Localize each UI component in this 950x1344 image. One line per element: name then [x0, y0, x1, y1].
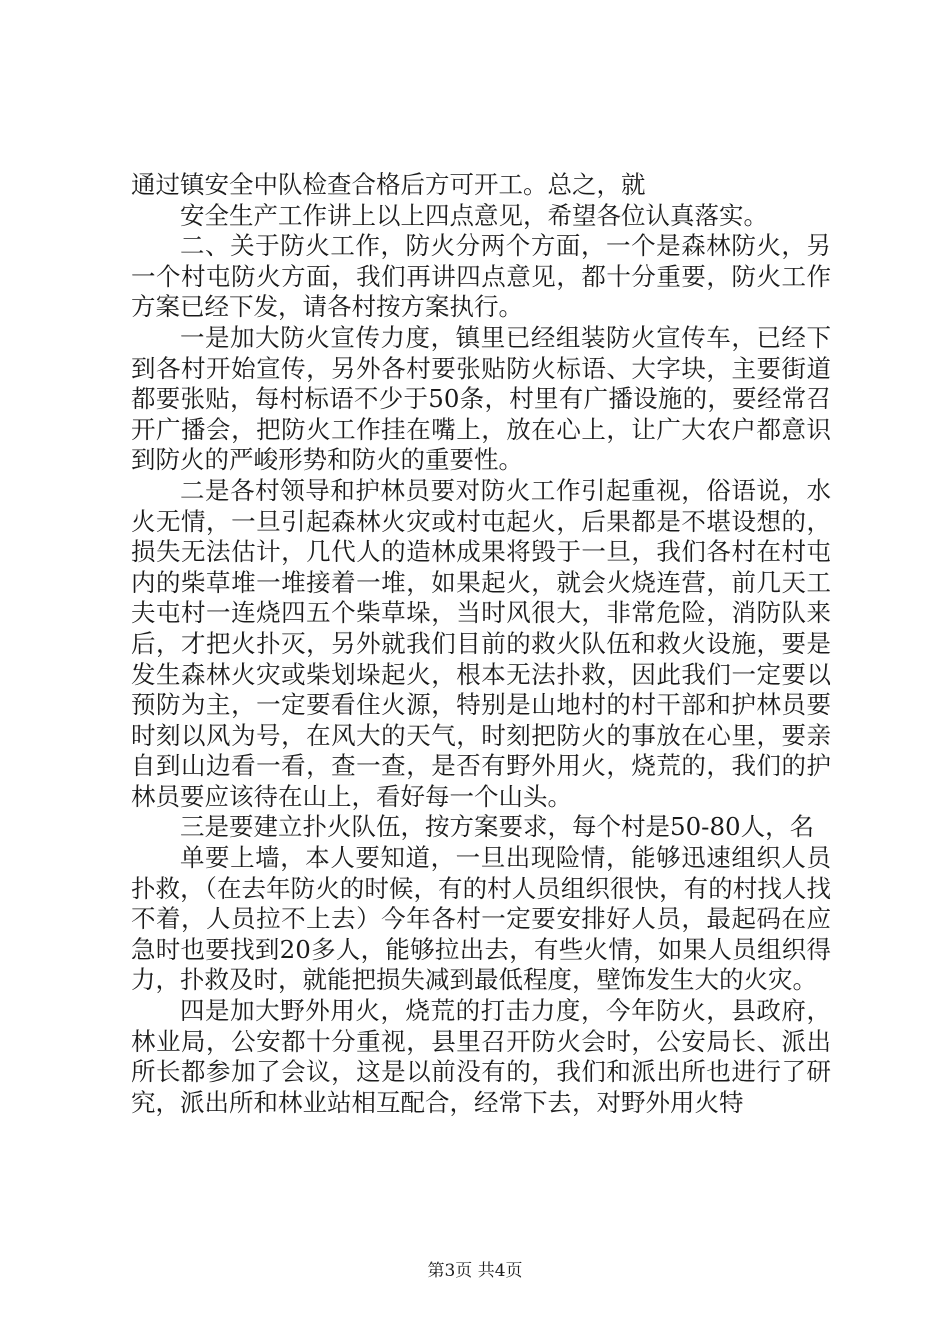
paragraph: 一是加大防火宣传力度，镇里已经组装防火宣传车，已经下到各村开始宣传，另外各村要张贴防火标语、大字块，主要街道都要张贴，每村标语不少于50条，村里有广播设施的，要经常召开广播会，把防火工作挂在嘴上，放在心上，让广大农户都意识到防火的严峻形势和防火的重要性。	[131, 322, 831, 475]
page-number-footer: 第3页 共4页	[427, 1261, 523, 1281]
paragraph: 二是各村领导和护林员要对防火工作引起重视，俗语说，水火无情，一旦引起森林火灾或村屯起火，后果都是不堪设想的，损失无法估计，几代人的造林成果将毁于一旦，我们各村在村屯内的柴草堆一堆接着一堆，如果起火，就会火烧连营，前几天工夫屯村一连烧四五个柴草垛，当时风很大，非常危险，消防队来后，才把火扑灭，另外就我们目前的救火队伍和救火设施，要是发生森林火灾或柴划垛起火，根本无法扑救，因此我们一定要以预防为主，一定要看住火源，特别是山地村的村干部和护林员要时刻以风为号，在风大的天气，时刻把防火的事放在心里，要亲自到山边看一看，查一查，是否有野外用火，烧荒的，我们的护林员要应该待在山上，看好每一个山头。	[131, 475, 831, 811]
paragraph: 通过镇安全中队检查合格后方可开工。总之，就	[131, 170, 646, 199]
document-body	[131, 170, 831, 1118]
paragraph: 单要上墙，本人要知道，一旦出现险情，能够迅速组织人员扑救，（在去年防火的时候，有的村人员组织很快，有的村找人找不着，人员拉不上去）今年各村一定要安排好人员，最起码在应急时也要找到20多人，能够拉出去，有些火情，如果人员组织得力，扑救及时，就能把损失减到最低程度，壁饰发生大的火灾。	[131, 843, 831, 995]
paragraph: 三是要建立扑火队伍，按方案要求，每个村是50-80人，名	[180, 812, 815, 842]
paragraph: 四是加大野外用火，烧荒的打击力度，今年防火，县政府，林业局，公安都十分重视，县里召开防火会时，公安局长、派出所长都参加了会议，这是以前没有的，我们和派出所也进行了研究，派出所和林业站相互配合，经常下去，对野外用火特	[131, 996, 831, 1117]
paragraph: 安全生产工作讲上以上四点意见，希望各位认真落实。	[180, 200, 768, 230]
paragraph: 二、关于防火工作，防火分两个方面，一个是森林防火，另一个村屯防火方面，我们再讲四点意见，都十分重要，防火工作方案已经下发，请各村按方案执行。	[131, 231, 831, 322]
